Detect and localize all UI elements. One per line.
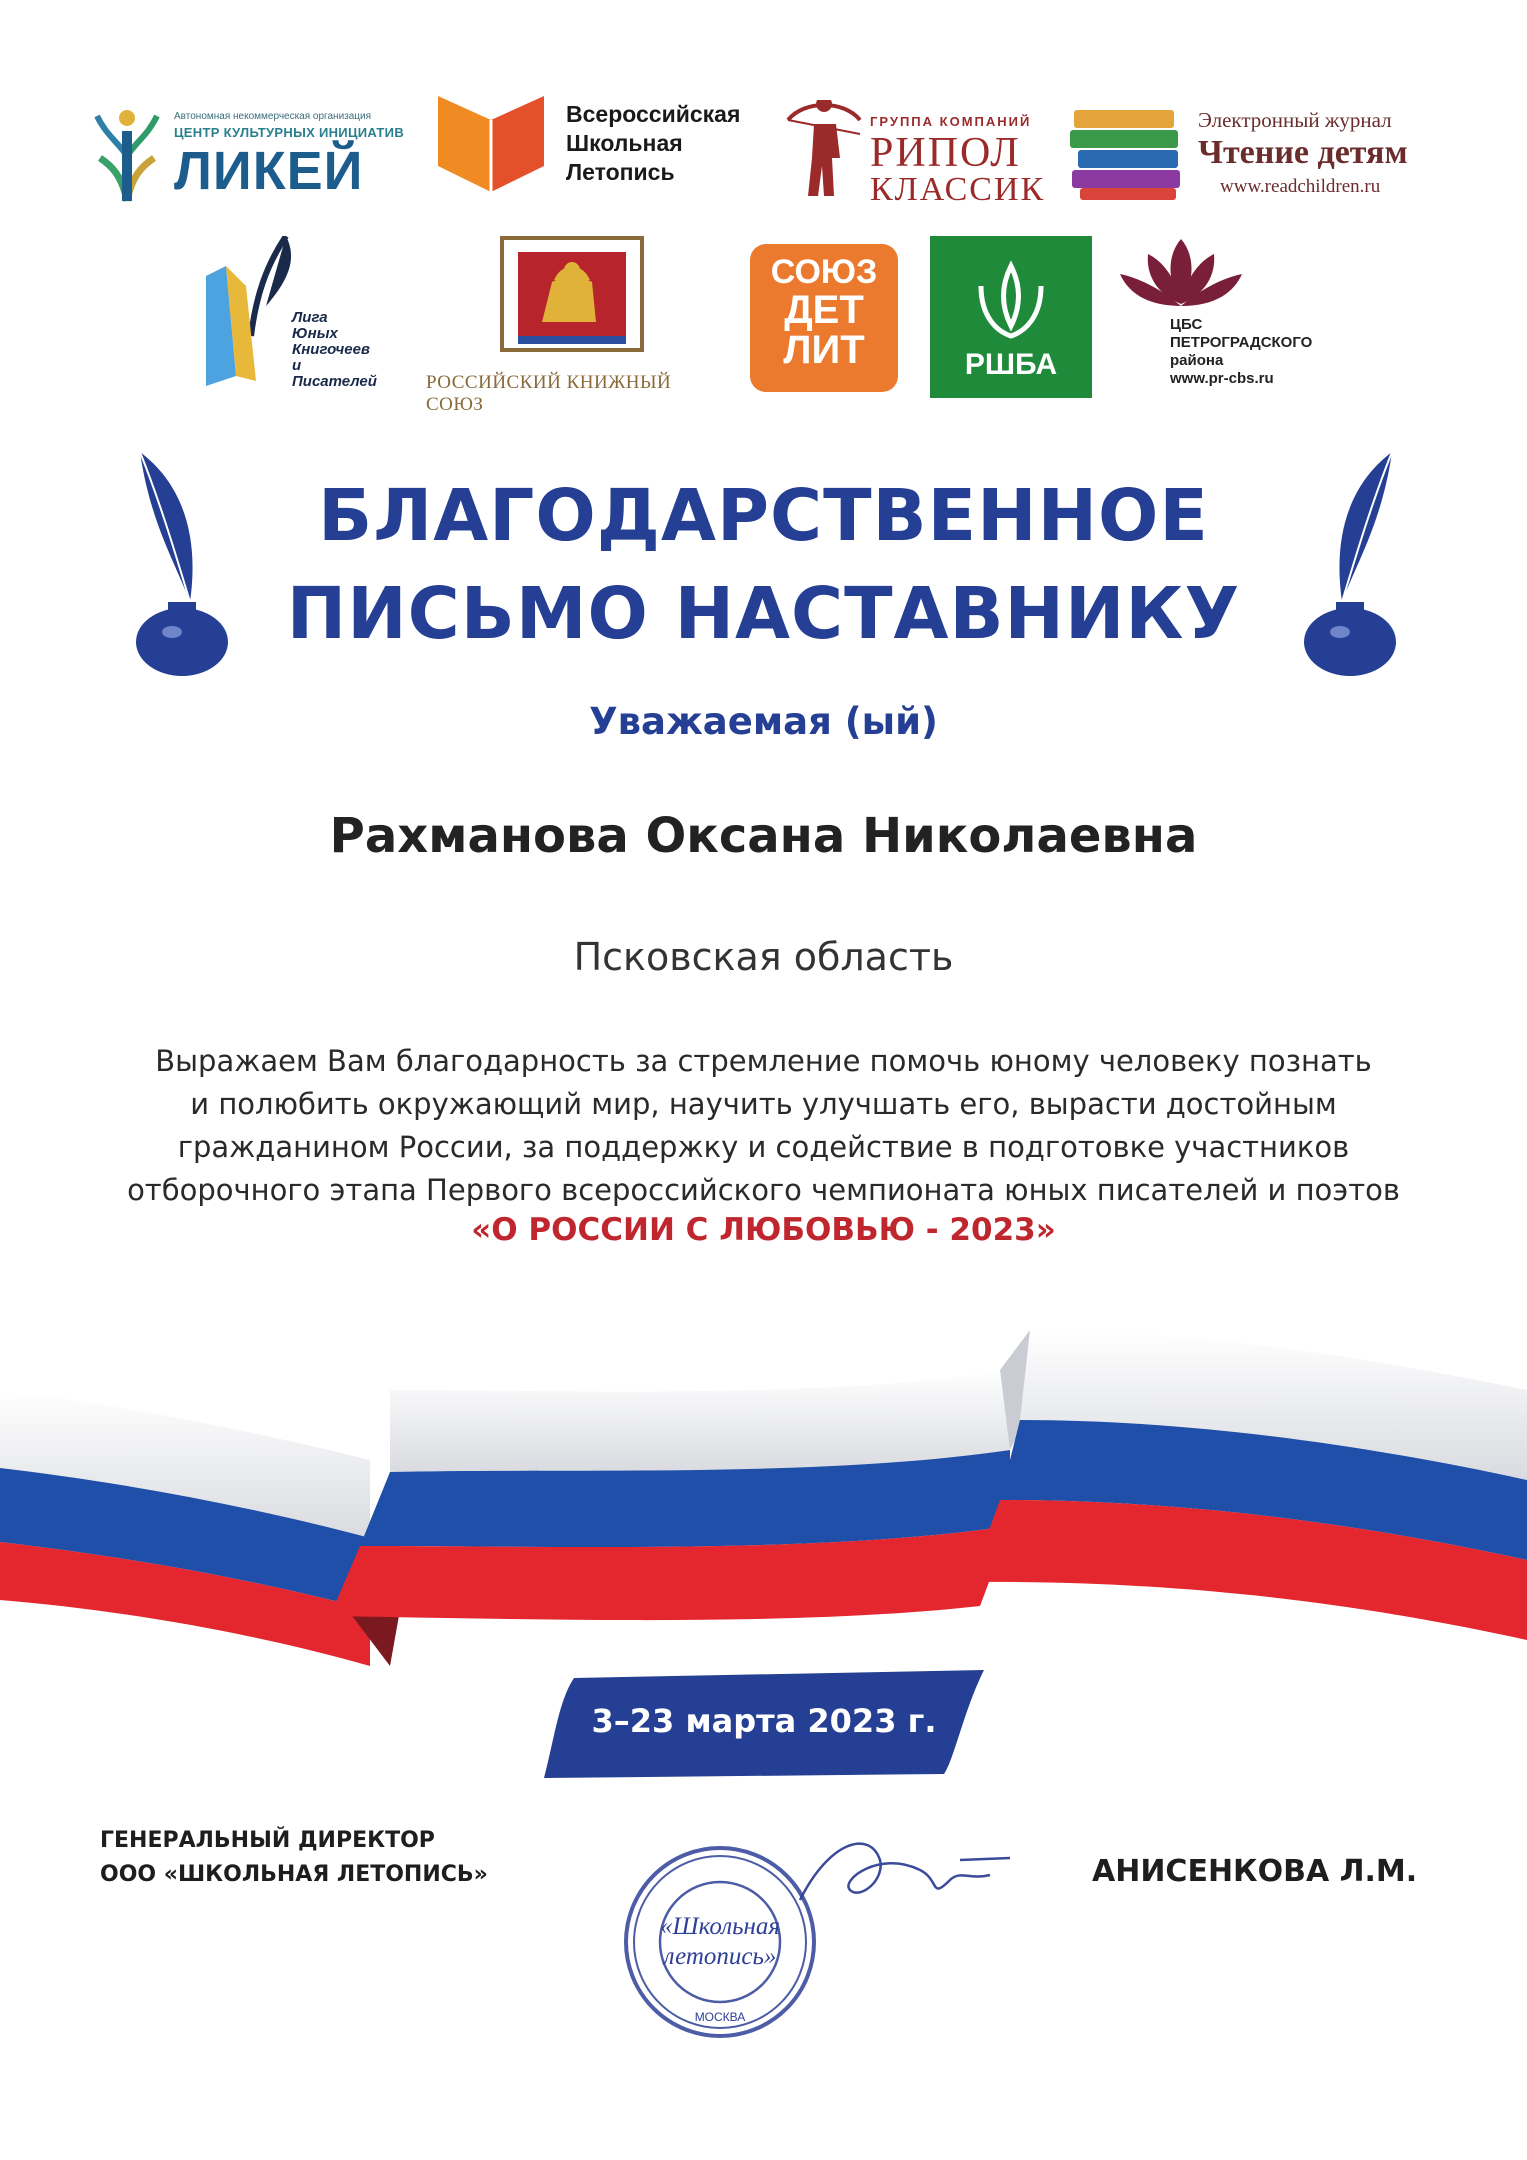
journal-line2: Чтение детям	[1198, 134, 1408, 171]
greeting: Уважаемая (ый)	[589, 700, 938, 743]
logo-ripol	[784, 100, 1046, 208]
title-line2: ПИСЬМО НАСТАВНИКУ	[286, 572, 1241, 655]
books-stack-icon	[1068, 100, 1188, 205]
rshba-name: РШБА	[964, 348, 1058, 381]
stamp-bottom-text: МОСКВА	[694, 2010, 746, 2024]
ripol-group: ГРУППА КОМПАНИЙ	[870, 114, 1032, 129]
russian-flag-ribbon	[0, 1310, 1527, 1670]
body-line-4: отборочного этапа Первого всероссийского чемпионата юных писателей и поэтов	[127, 1173, 1400, 1207]
likei-center-line: ЦЕНТР КУЛЬТУРНЫХ ИНИЦИАТИВ	[174, 125, 405, 140]
official-stamp	[620, 1842, 820, 2042]
body-line-2: и полюбить окружающий мир, научить улучшать его, вырасти достойным	[190, 1087, 1337, 1121]
logo-souzdetlit	[750, 244, 898, 392]
date-badge	[534, 1670, 994, 1778]
tulip-icon	[971, 256, 1051, 346]
likei-emblem-icon	[92, 96, 162, 206]
letopis-line1: Всероссийская	[566, 101, 741, 127]
likei-name: ЛИКЕЙ	[174, 141, 364, 201]
souzdetlit-l3: ЛИТ	[783, 328, 865, 372]
signatory-position-2: ООО «ШКОЛЬНАЯ ЛЕТОПИСЬ»	[100, 1862, 488, 1887]
logo-russian-book-union	[420, 232, 730, 415]
logo-reading-journal	[1068, 100, 1438, 210]
event-dates: 3–23 марта 2023 г.	[591, 1702, 937, 1740]
logo-likei	[92, 96, 412, 206]
open-book-icon	[430, 92, 552, 194]
liga-l2: Юных	[292, 325, 338, 342]
recipient-region: Псковская область	[573, 935, 954, 979]
letopis-line2: Школьная	[566, 130, 683, 156]
logo-rshba	[930, 236, 1092, 398]
griffin-emblem-icon	[492, 232, 652, 362]
signatory-position-1: ГЕНЕРАЛЬНЫЙ ДИРЕКТОР	[100, 1828, 435, 1853]
recipient-name: Рахманова Оксана Николаевна	[329, 808, 1198, 864]
rks-name: РОССИЙСКИЙ КНИЖНЫЙ СОЮЗ	[426, 372, 672, 415]
logo-letopis	[430, 92, 770, 197]
title-line1: БЛАГОДАРСТВЕННОЕ	[318, 474, 1209, 557]
logo-cbs	[1116, 234, 1356, 404]
journal-line1: Электронный журнал	[1198, 108, 1392, 132]
championship-title: «О РОССИИ С ЛЮБОВЬЮ - 2023»	[471, 1212, 1056, 1248]
cbs-l2: ПЕТРОГРАДСКОГО	[1170, 334, 1313, 351]
liga-l1: Лига	[292, 309, 328, 326]
stamp-center-line1: «Школьная	[660, 1913, 780, 1940]
cbs-l1: ЦБС	[1170, 316, 1203, 333]
liga-l3: Книгочеев	[292, 341, 370, 358]
ripol-name2: КЛАССИК	[870, 171, 1046, 208]
archer-icon	[784, 100, 864, 200]
signatory-name: АНИСЕНКОВА Л.М.	[1092, 1854, 1418, 1889]
handwritten-signature	[790, 1820, 1020, 1930]
liga-l4: и	[292, 357, 302, 374]
logo-liga	[196, 236, 396, 396]
likei-org-line: Автономная некоммерческая организация	[174, 111, 372, 122]
lotus-icon	[1116, 234, 1246, 314]
cbs-l3: района	[1170, 352, 1224, 369]
souzdetlit-l2: ДЕТ	[784, 288, 864, 332]
souzdetlit-l1: СОЮЗ	[770, 253, 878, 291]
body-line-3: гражданином России, за поддержку и содействие в подготовке участников	[177, 1130, 1350, 1164]
stamp-center-line2: летопись»	[663, 1943, 777, 1970]
journal-url: www.readchildren.ru	[1220, 176, 1381, 197]
body-line-1: Выражаем Вам благодарность за стремление помочь юному человеку познать	[155, 1044, 1372, 1078]
ripol-name1: РИПОЛ	[870, 130, 1021, 176]
letopis-line3: Летопись	[566, 159, 675, 185]
cbs-url: www.pr-cbs.ru	[1170, 370, 1274, 387]
liga-l5: Писателей	[292, 373, 377, 390]
